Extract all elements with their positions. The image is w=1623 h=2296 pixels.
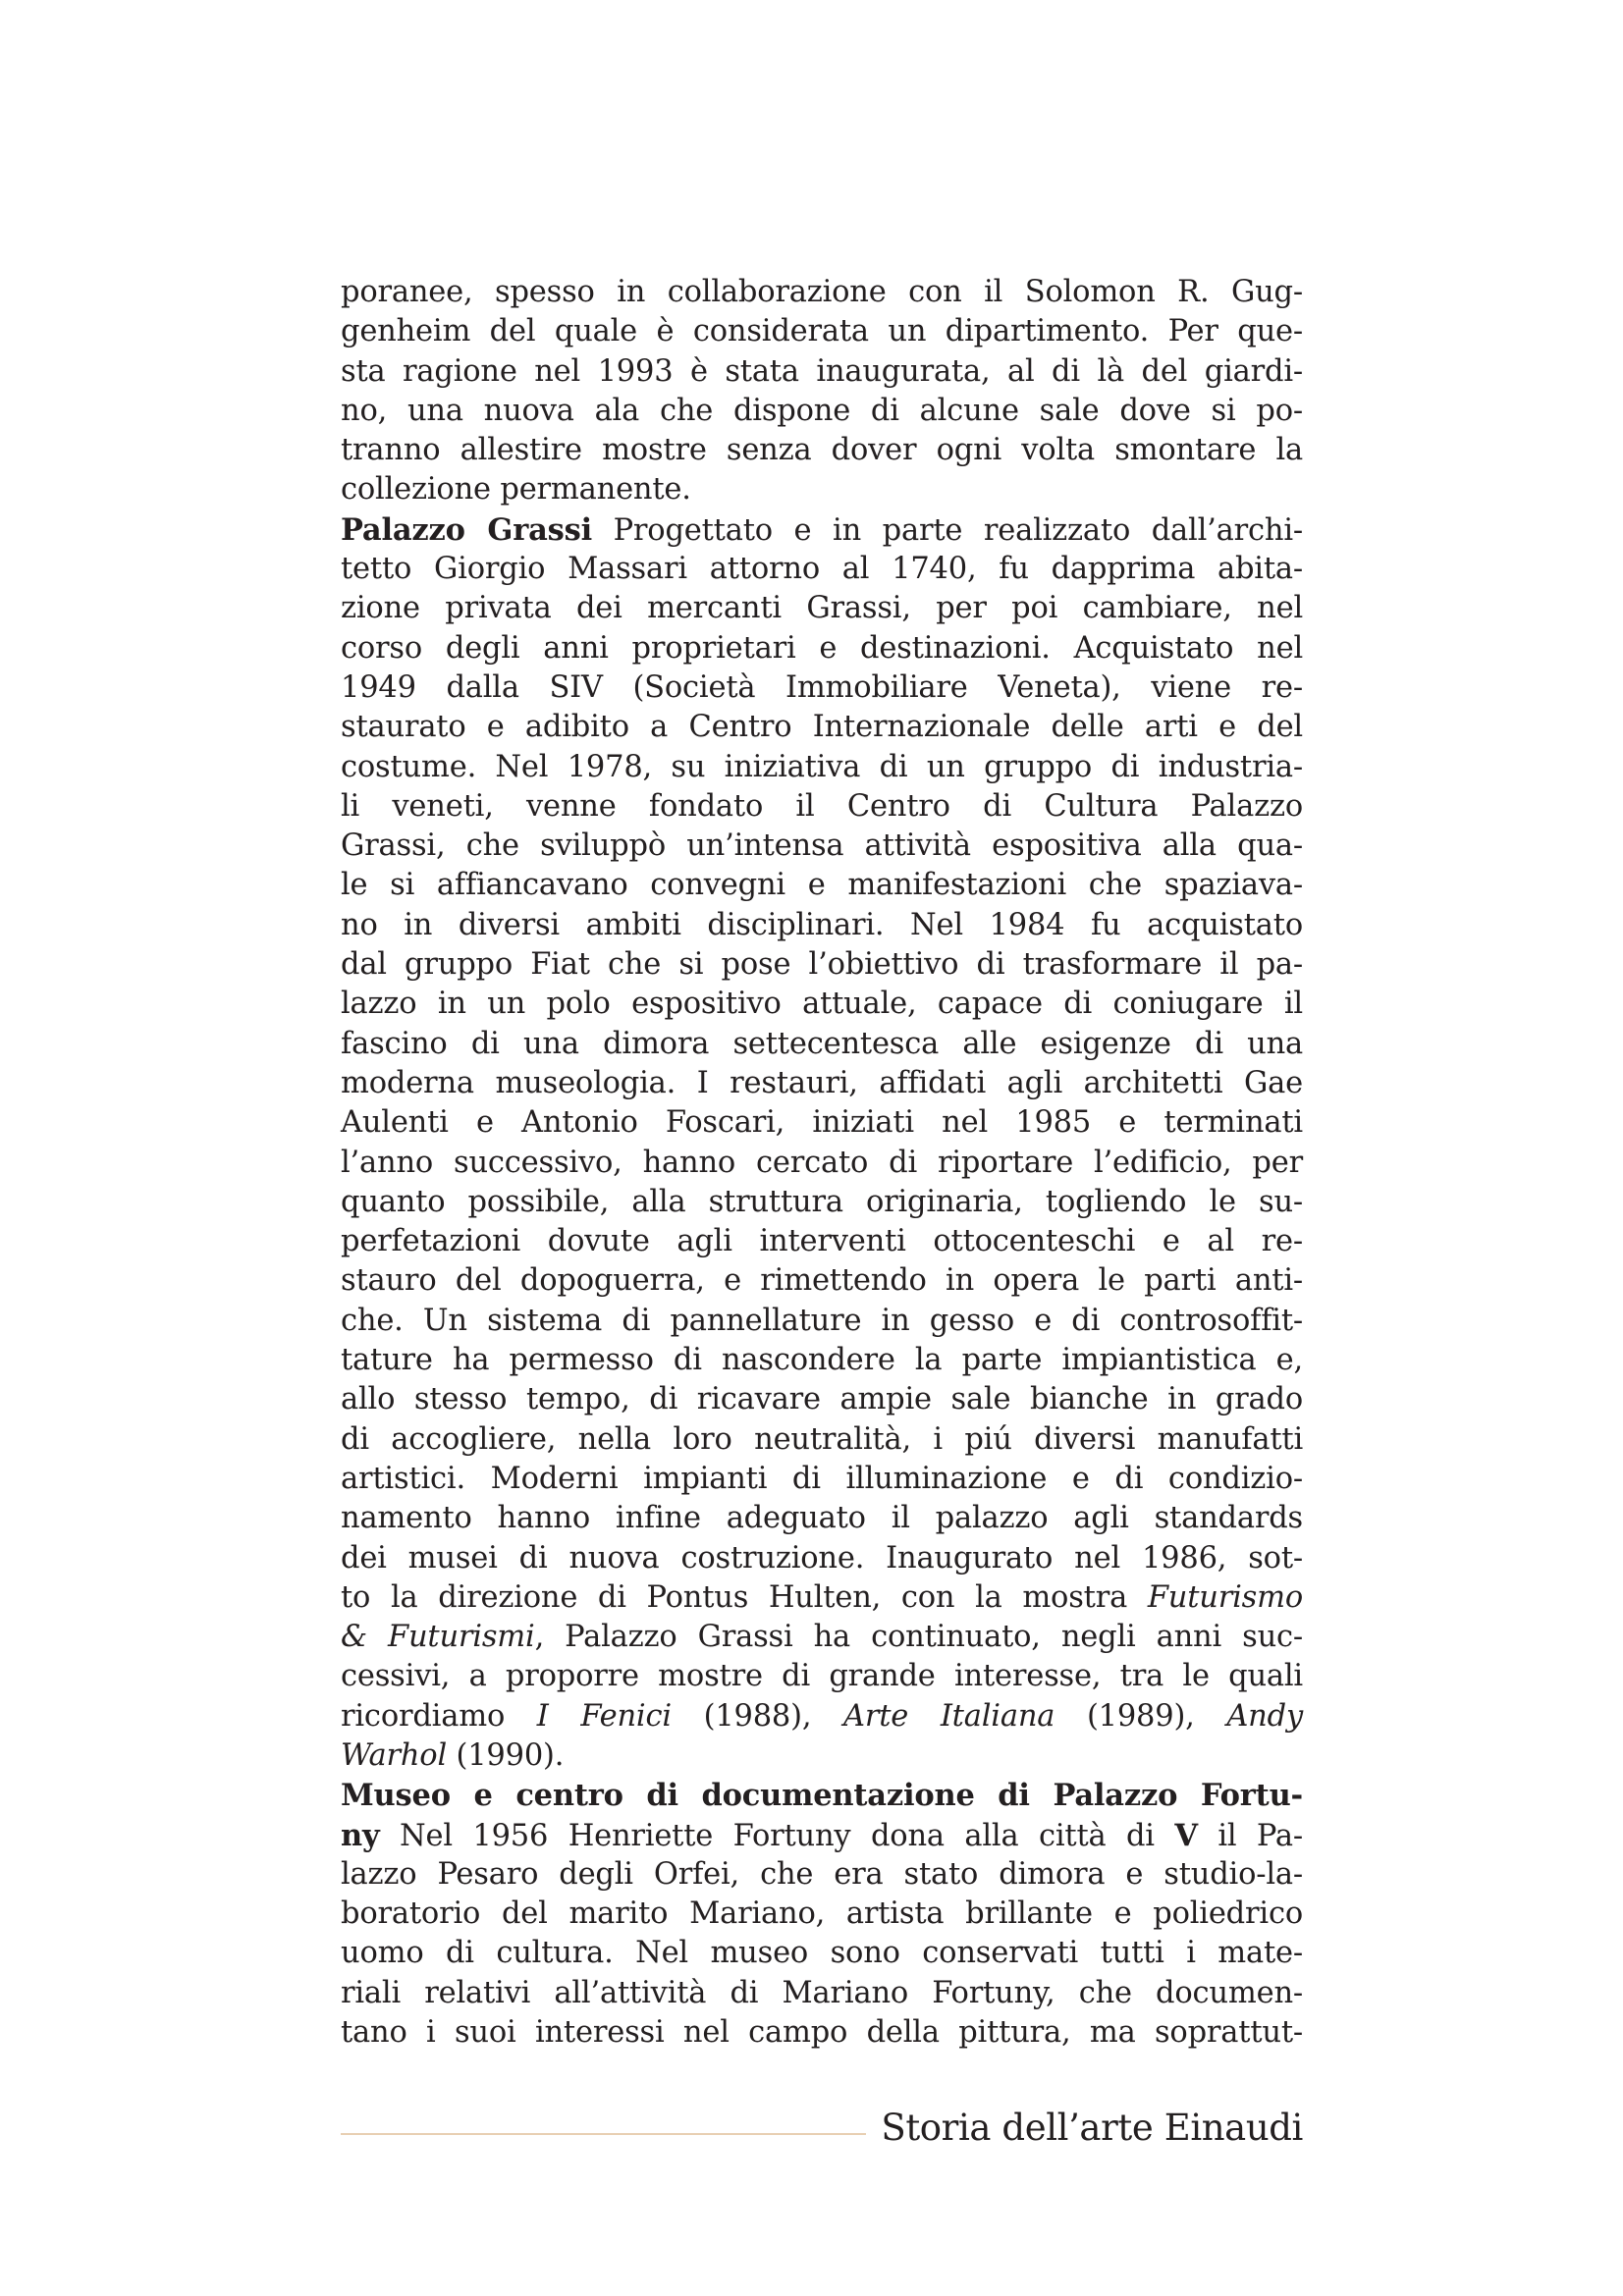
text-line: [341, 352, 1303, 392]
text-line: [341, 273, 1303, 312]
text-run: allo stesso tempo, di ricavare ampie sale bianche in grado: [341, 1382, 1303, 1417]
text-run: Nel 1956 Henriette Fortuny dona alla città di: [379, 1818, 1175, 1853]
bold-run: ny: [341, 1817, 380, 1853]
text-line: [341, 1539, 1303, 1578]
text-run: genheim del quale è considerata un dipartimento. Per que-: [341, 314, 1303, 349]
text-run: stauro del dopoguerra, e rimettendo in opera le parti anti-: [341, 1263, 1303, 1299]
footer-title: Storia dell’arte Einaudi: [881, 2107, 1303, 2149]
text-line: [341, 985, 1303, 1024]
text-line: [341, 708, 1303, 747]
text-line: [341, 1578, 1303, 1618]
text-line: [341, 2013, 1303, 2053]
text-line: [341, 1895, 1303, 1934]
text-line: [341, 1934, 1303, 1973]
body-text: [341, 273, 1303, 2053]
text-run: poranee, spesso in collaborazione con il Solomon R. Gug-: [341, 275, 1303, 309]
text-run: 1949 dalla SIV (Società Immobiliare Veneta), viene re-: [341, 669, 1303, 705]
text-run: collezione permanente.: [341, 472, 691, 507]
text-run: tetto Giorgio Massari attorno al 1740, fu dapprima abita-: [341, 552, 1303, 587]
text-run: no in diversi ambiti disciplinari. Nel 1984 fu acquistato: [341, 907, 1303, 942]
text-line: [341, 1420, 1303, 1460]
text-line: [341, 1341, 1303, 1380]
text-line: [341, 1302, 1303, 1341]
text-run: di accogliere, nella loro neutralità, i piú diversi manufatti: [341, 1421, 1303, 1457]
text-line: [341, 1103, 1303, 1143]
text-line: [341, 431, 1303, 470]
text-run: che. Un sistema di pannellature in gesso e di controsoffit-: [341, 1303, 1303, 1338]
text-run: boratorio del marito Mariano, artista brillante e poliedrico: [341, 1896, 1303, 1932]
text-line: [341, 906, 1303, 945]
text-run: Progettato e in parte realizzato dall’archi-: [591, 512, 1303, 548]
text-run: moderna museologia. I restauri, affidati agli architetti Gae: [341, 1065, 1303, 1100]
italic-run: Arte Italiana: [843, 1698, 1055, 1734]
text-run: artistici. Moderni impianti di illuminazione e di condizio-: [341, 1461, 1303, 1496]
text-line: [341, 1261, 1303, 1301]
text-run: riali relativi all’attività di Mariano Fortuny, che documen-: [341, 1975, 1303, 2010]
text-line: [341, 1144, 1303, 1183]
italic-run: Warhol: [341, 1737, 448, 1773]
text-line: [341, 787, 1303, 827]
text-run: namento hanno infine adeguato il palazzo agli standards: [341, 1501, 1303, 1536]
text-run: uomo di cultura. Nel museo sono conservati tutti i mate-: [341, 1936, 1303, 1971]
text-run: to la direzione di Pontus Hulten, con la mostra: [341, 1579, 1148, 1615]
text-line: [341, 668, 1303, 708]
bold-run: Palazzo Grassi: [341, 511, 592, 548]
italic-run: & Futurismi: [341, 1620, 535, 1655]
text-line: [341, 312, 1303, 351]
italic-run: I Fenici: [536, 1698, 672, 1734]
text-run: Grassi, che sviluppò un’intensa attività espositiva alla qua-: [341, 828, 1303, 864]
text-line: [341, 1064, 1303, 1103]
text-run: cessivi, a proporre mostre di grande interesse, tra le quali: [341, 1659, 1303, 1694]
text-line: [341, 1697, 1303, 1736]
text-line: [341, 748, 1303, 787]
text-line: [341, 1776, 1303, 1815]
text-run: Aulenti e Antonio Foscari, iniziati nel 1985 e terminati: [341, 1105, 1303, 1141]
text-run: corso degli anni proprietari e destinazioni. Acquistato nel: [341, 630, 1303, 666]
text-line: [341, 866, 1303, 905]
text-run: li veneti, venne fondato il Centro di Cultura Palazzo: [341, 788, 1303, 824]
bold-run: V: [1174, 1817, 1198, 1853]
text-line: [341, 1380, 1303, 1419]
text-run: ricordiamo: [341, 1698, 537, 1734]
text-run: , Palazzo Grassi ha continuato, negli anni suc-: [534, 1620, 1303, 1655]
text-line: [341, 1855, 1303, 1895]
text-run: (1988),: [671, 1698, 844, 1734]
text-line: [341, 945, 1303, 985]
text-run: perfetazioni dovute agli interventi ottocenteschi e al re-: [341, 1224, 1303, 1259]
text-line: [341, 550, 1303, 589]
page-footer: [341, 2099, 1303, 2158]
text-line: [341, 1460, 1303, 1499]
text-run: il Pa-: [1197, 1818, 1303, 1853]
text-run: staurato e adibito a Centro Internazionale delle arti e del: [341, 710, 1303, 745]
text-line: [341, 1618, 1303, 1657]
text-line: [341, 1657, 1303, 1696]
text-run: no, una nuova ala che dispone di alcune sale dove si po-: [341, 393, 1303, 428]
text-line: [341, 1499, 1303, 1538]
italic-run: Futurismo: [1147, 1579, 1303, 1615]
text-run: lazzo in un polo espositivo attuale, capace di coniugare il: [341, 987, 1303, 1022]
footer-rule: [341, 2133, 866, 2135]
text-line: [341, 1816, 1303, 1855]
text-run: tranno allestire mostre senza dover ogni volta smontare la: [341, 433, 1303, 468]
text-run: (1989),: [1055, 1698, 1227, 1734]
text-run: le si affiancavano convegni e manifestazioni che spaziava-: [341, 868, 1303, 903]
text-line: [341, 1974, 1303, 2013]
text-run: dal gruppo Fiat che si pose l’obiettivo di trasformare il pa-: [341, 947, 1303, 983]
bold-run: Museo e centro di documentazione di Palazzo Fortu-: [341, 1778, 1303, 1814]
text-line: [341, 589, 1303, 628]
italic-run: Andy: [1226, 1698, 1303, 1734]
text-run: tano i suoi interessi nel campo della pittura, ma soprattut-: [341, 2015, 1303, 2051]
text-run: fascino di una dimora settecentesca alle esigenze di una: [341, 1026, 1303, 1061]
text-line: [341, 1222, 1303, 1261]
text-run: costume. Nel 1978, su iniziativa di un gruppo di industria-: [341, 749, 1303, 784]
text-run: sta ragione nel 1993 è stata inaugurata, al di là del giardi-: [341, 353, 1303, 389]
text-line: [341, 1736, 1303, 1776]
text-line: [341, 510, 1303, 550]
text-run: tature ha permesso di nascondere la parte impiantistica e,: [341, 1343, 1303, 1378]
text-run: lazzo Pesaro degli Orfei, che era stato dimora e studio-la-: [341, 1856, 1303, 1892]
text-line: [341, 1025, 1303, 1064]
text-line: [341, 392, 1303, 431]
text-line: [341, 470, 1303, 509]
text-run: quanto possibile, alla struttura originaria, togliendo le su-: [341, 1184, 1303, 1219]
text-run: zione privata dei mercanti Grassi, per poi cambiare, nel: [341, 591, 1303, 626]
text-run: l’anno successivo, hanno cercato di riportare l’edificio, per: [341, 1145, 1303, 1180]
text-line: [341, 629, 1303, 668]
text-line: [341, 827, 1303, 866]
text-run: dei musei di nuova costruzione. Inaugurato nel 1986, sot-: [341, 1540, 1303, 1575]
text-run: (1990).: [447, 1737, 565, 1773]
text-line: [341, 1183, 1303, 1222]
